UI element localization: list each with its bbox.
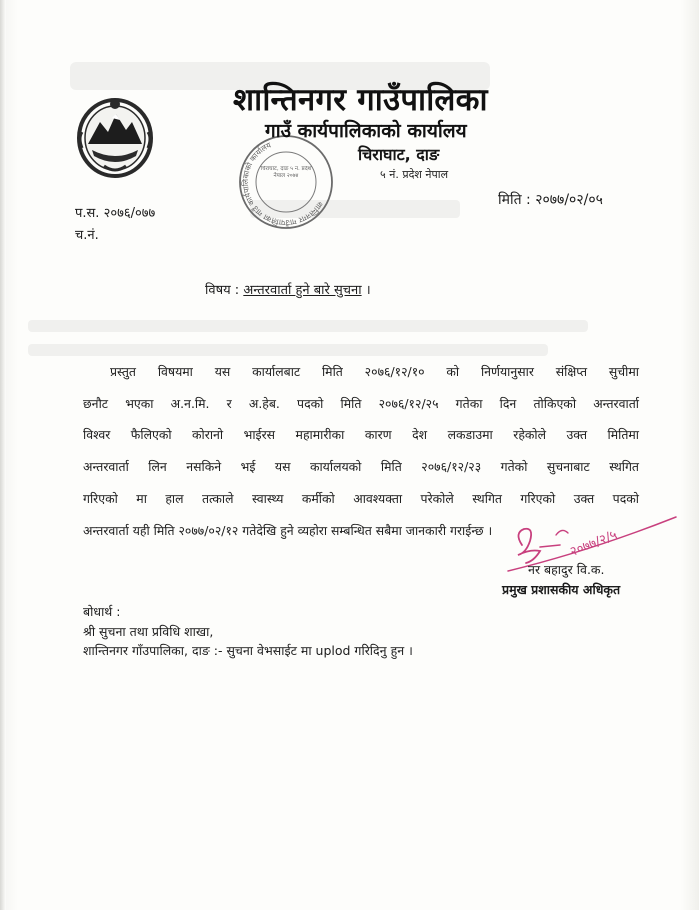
subject-line bbox=[205, 280, 371, 298]
office-location: चिराघाट, दाङ bbox=[358, 145, 440, 164]
show-through-shadow bbox=[28, 344, 548, 356]
stamp-center-text: चिराघाट, दाङ ५ नं. प्रदेश नेपाल २०७४ bbox=[260, 166, 312, 179]
signatory-name: नर बहादुर वि.क. bbox=[528, 562, 605, 577]
body-line: अन्तरवार्ता लिन नसकिने भई यस कार्यालयको मिति २०७६/१२/२३ गतेको सुचनाबाट स्थगित bbox=[83, 459, 639, 475]
scan-edge-shadow bbox=[0, 0, 6, 910]
letter-date: मिति : २०७७/०२/०५ bbox=[498, 192, 603, 208]
body-line: अन्तरवार्ता यही मिति २०७७/०२/१२ गतेदेखि हुने व्यहोरा सम्बन्धित सबैमा जानकारी गराईन्छ । bbox=[83, 522, 493, 538]
body-line: प्रस्तुत विषयमा यस कार्यालबाट मिति २०७६/१२/१० को निर्णयानुसार संक्षिप्त सुचीमा bbox=[110, 364, 639, 379]
office-province: ५ नं. प्रदेश नेपाल bbox=[380, 168, 449, 181]
stamp-ring-text: शान्तिनगर गाउँपालिका गाउँ कार्यपालिकाको कार्यालय bbox=[240, 140, 325, 228]
cc-label: बोधार्थ : bbox=[83, 604, 121, 619]
subject-end-mark: । bbox=[365, 283, 371, 298]
cc-recipient-1: श्री सुचना तथा प्रविधि शाखा, bbox=[83, 624, 214, 639]
office-subtitle: गाउँ कार्यपालिकाको कार्यालय bbox=[265, 120, 467, 142]
subject-text: अन्तरवार्ता हुने बारे सुचना bbox=[243, 283, 362, 298]
cc-recipient-2: शान्तिनगर गाँउपालिका, दाङ :- सुचना वेभसाईट मा uplod गरिदिनु हुन । bbox=[83, 643, 413, 658]
signatory-title: प्रमुख प्रशासकीय अधिकृत bbox=[502, 582, 621, 597]
body-line: विश्वर फैलिएको कोरानो भाईरस महामारीका कारण देश लकडाउमा रहेकोले उक्त मितिमा bbox=[83, 427, 639, 443]
body-line: छनौट भएका अ.न.मि. र अ.हेब. पदको मिति २०७६/१२/२५ गतेका दिन तोकिएको अन्तरवार्ता bbox=[83, 395, 639, 411]
show-through-shadow bbox=[28, 320, 588, 332]
office-stamp bbox=[236, 132, 336, 232]
municipality-title: शान्तिनगर गाउँपालिका bbox=[233, 82, 488, 118]
subject-label: विषय : bbox=[205, 283, 240, 298]
body-line: गरिएको मा हाल तत्काले स्वास्थ्य कर्मीको आवश्यक्ता परेकोले स्थगित गरिएको उक्त पदको bbox=[83, 490, 639, 506]
nepal-emblem-icon bbox=[74, 92, 156, 180]
dispatch-number: च.नं. bbox=[75, 228, 99, 243]
reference-number: प.स. २०७६/०७७ bbox=[75, 206, 156, 221]
signature-date: २०७७/२/५ bbox=[568, 527, 620, 560]
